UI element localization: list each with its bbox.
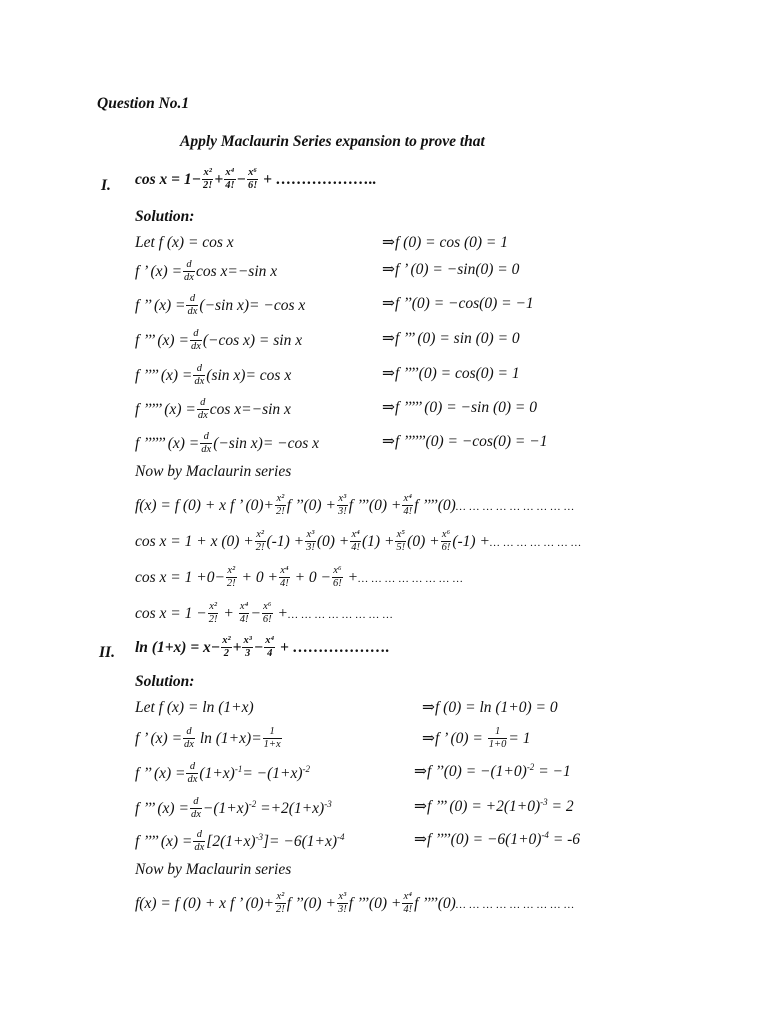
part2-row-4-left: f ’’’ (x) = $\frac{d}{dx}$ $-(1+x)^{-2} =+2(1+x)^{-3}$	[135, 796, 332, 820]
question-heading: Question No.1	[97, 95, 190, 112]
part2-series-statement: ln (1+x) = x− $\frac{\text{x²}}{2}$ + $\frac{\text{x³}}{3}$ − $\frac{\text{x⁴}}{4}$ + ……………….	[135, 635, 390, 659]
instruction-text: Apply Maclaurin Series expansion to prove that	[180, 133, 485, 150]
part1-label: I.	[101, 177, 111, 194]
part1-row-4-left: f ’’’ (x) = $\frac{d}{dx}$ (−cos x) = sin x	[135, 328, 303, 352]
part1-maclaurin-line-1: f(x) = f (0) + x f ’ (0)+ $\frac{\text{x²}}{2!}$ f ’’(0) + $\frac{\text{x³}}{3!}$ f ’’’(0) + $\frac{\text{x⁴}}{4!}$ f ’’’’(0)… … … … … … … … …	[135, 493, 575, 517]
part1-maclaurin-line-2: cos x = 1 + x (0) + $\frac{\text{x²}}{2!}$ (-1) + $\frac{\text{x³}}{3!}$ (0) + $\frac{\text{x⁴}}{4!}$ (1) + $\frac{\text{x⁵}}{5!}$ (0) + $\frac{\text{x⁶}}{6!}$ (-1) +… … … … … … …	[135, 529, 582, 553]
part1-series-statement: cos x = 1− $\frac{\text{x²}}{2!}$ + $\frac{\text{x⁴}}{4!}$ − $\frac{\text{x⁶}}{6!}$ + ………………..	[135, 167, 377, 191]
part1-row-3-right: ⇒f ’’(0) = −cos(0) = −1	[382, 295, 534, 312]
part2-row-2-left: f ’ (x) = $\frac{d}{dx}$ ln (1+x)= $\frac{1}{1+x}$	[135, 726, 281, 750]
part1-row-2-left: f ’ (x) = $\frac{d}{dx}$ cos x=−sin x	[135, 259, 278, 283]
part2-now-text: Now by Maclaurin series	[135, 861, 292, 878]
part2-maclaurin-line-1: f(x) = f (0) + x f ’ (0)+ $\frac{\text{x²}}{2!}$ f ’’(0) + $\frac{\text{x³}}{3!}$ f ’’’(0) + $\frac{\text{x⁴}}{4!}$ f ’’’’(0)… … … … … … … … …	[135, 891, 575, 915]
part1-now-text: Now by Maclaurin series	[135, 463, 292, 480]
part2-row-1-right: ⇒f (0) = ln (1+0) = 0	[422, 699, 558, 716]
part1-solution-label: Solution:	[135, 208, 195, 225]
part2-row-2-right: ⇒f ’ (0) = $\frac{1}{1+0}$ = 1	[422, 726, 531, 750]
part1-row-6-left: f ’’’’’ (x) = $\frac{d}{dx}$ cos x=−sin x	[135, 397, 291, 421]
part2-row-3-right: ⇒f ’’(0) = $-(1+0)^{-2} = -1$	[414, 762, 571, 780]
part1-row-6-right: ⇒f ’’’’’ (0) = −sin (0) = 0	[382, 399, 537, 416]
part2-label: II.	[99, 644, 115, 661]
part1-row-1-left: Let f (x) = cos x	[135, 234, 234, 251]
part2-row-5-right: ⇒f ’’’’(0) = $-6(1+0)^{-4} = -6$	[414, 830, 581, 848]
part1-row-5-right: ⇒f ’’’’(0) = cos(0) = 1	[382, 365, 520, 382]
part2-row-5-left: f ’’’’ (x) = $\frac{d}{dx}$ $[2(1+x)^{-3}]= -6(1+x)^{-4}$	[135, 829, 345, 853]
part2-row-1-left: Let f (x) = ln (1+x)	[135, 699, 254, 716]
part1-maclaurin-line-3: cos x = 1 +0− $\frac{\text{x²}}{2!}$ + 0 + $\frac{\text{x⁴}}{4!}$ + 0 − $\frac{\text{x⁶}}{6!}$ +… … … … … … … …	[135, 565, 464, 589]
part2-solution-label: Solution:	[135, 673, 195, 690]
part1-row-5-left: f ’’’’ (x) = $\frac{d}{dx}$ (sin x)= cos x	[135, 363, 292, 387]
part1-row-1-right: ⇒f (0) = cos (0) = 1	[382, 234, 509, 251]
part2-row-4-right: ⇒f ’’’ $(0) = +2(1+0)^{-3} = 2$	[414, 797, 574, 815]
part1-row-4-right: ⇒f ’’’ (0) = sin (0) = 0	[382, 330, 520, 347]
part1-row-3-left: f ’’ (x) = $\frac{d}{dx}$ (−sin x)= −cos x	[135, 293, 306, 317]
part1-row-2-right: ⇒f ’ (0) = −sin(0) = 0	[382, 261, 520, 278]
part2-row-3-left: f ’’ (x) = $\frac{d}{dx}$ $(1+x)^{-1}= -(1+x)^{-2}$	[135, 761, 311, 785]
part1-row-7-right: ⇒f ’’’’’’(0) = −cos(0) = −1	[382, 433, 548, 450]
part1-maclaurin-line-4: cos x = 1 − $\frac{\text{x²}}{2!}$ + $\frac{\text{x⁴}}{4!}$ − $\frac{\text{x⁶}}{6!}$ +… … … … … … … …	[135, 601, 393, 625]
part1-row-7-left: f ’’’’’’ (x) = $\frac{d}{dx}$ (−sin x)= −cos x	[135, 431, 320, 455]
